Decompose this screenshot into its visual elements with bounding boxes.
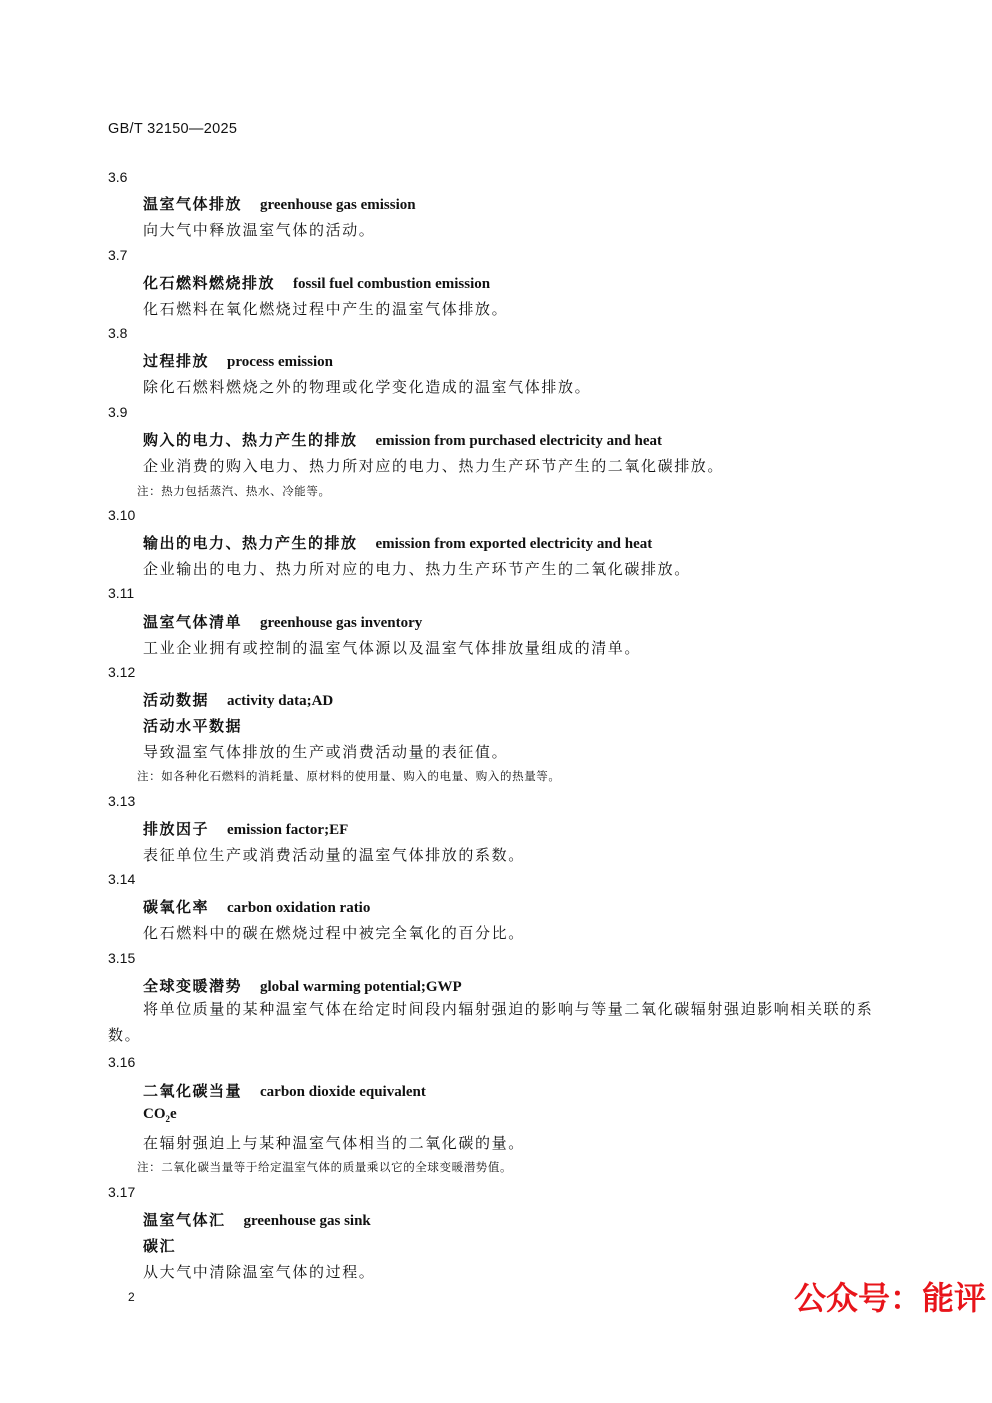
term-admitted: 碳汇 <box>143 1237 177 1255</box>
term-zh: 碳氧化率 <box>143 898 210 916</box>
term-en: carbon oxidation ratio <box>227 900 371 916</box>
term-title <box>143 1209 371 1230</box>
symbol-subscript: 2 <box>165 1114 170 1124</box>
term-title <box>143 193 416 214</box>
term-symbol <box>143 1106 177 1124</box>
term-definition: 表征单位生产或消费活动量的温室气体排放的系数。 <box>143 846 525 864</box>
term-definition: 从大气中清除温室气体的过程。 <box>143 1263 376 1281</box>
term-definition: 向大气中释放温室气体的活动。 <box>143 221 376 239</box>
term-en: emission from exported electricity and heat <box>375 536 653 552</box>
term-title <box>143 611 422 632</box>
term-zh: 活动数据 <box>143 691 210 709</box>
term-en: emission from purchased electricity and heat <box>375 433 663 449</box>
term-definition: 除化石燃料燃烧之外的物理或化学变化造成的温室气体排放。 <box>143 378 592 396</box>
term-en: greenhouse gas inventory <box>260 615 423 631</box>
page-number: 2 <box>128 1290 135 1304</box>
term-number: 3.7 <box>108 247 128 263</box>
term-title <box>143 1080 426 1101</box>
term-number: 3.11 <box>108 585 135 601</box>
term-en: greenhouse gas emission <box>260 197 416 213</box>
term-definition: 导致温室气体排放的生产或消费活动量的表征值。 <box>143 743 509 761</box>
term-definition: 企业消费的购入电力、热力所对应的电力、热力生产环节产生的二氧化碳排放。 <box>143 457 725 475</box>
term-title <box>143 272 490 293</box>
term-zh: 温室气体排放 <box>143 195 243 213</box>
term-zh: 输出的电力、热力产生的排放 <box>143 534 358 552</box>
term-number: 3.15 <box>108 950 136 966</box>
symbol-prefix: CO <box>143 1106 166 1122</box>
term-title <box>143 975 462 996</box>
term-number: 3.6 <box>108 169 128 185</box>
term-zh: 温室气体汇 <box>143 1211 226 1229</box>
term-zh: 全球变暖潜势 <box>143 977 243 995</box>
term-en: process emission <box>227 354 333 370</box>
term-note: 注：二氧化碳当量等于给定温室气体的质量乘以它的全球变暖潜势值。 <box>137 1160 513 1174</box>
term-admitted: 活动水平数据 <box>143 717 243 735</box>
term-zh: 温室气体清单 <box>143 613 243 631</box>
term-title <box>143 818 348 839</box>
term-zh: 化石燃料燃烧排放 <box>143 274 276 292</box>
term-number: 3.8 <box>108 325 128 341</box>
term-note: 注：热力包括蒸汽、热水、冷能等。 <box>137 484 331 498</box>
term-definition: 工业企业拥有或控制的温室气体源以及温室气体排放量组成的清单。 <box>143 639 642 657</box>
term-number: 3.16 <box>108 1054 136 1070</box>
term-zh: 过程排放 <box>143 352 210 370</box>
term-definition: 在辐射强迫上与某种温室气体相当的二氧化碳的量。 <box>143 1134 525 1152</box>
symbol-suffix: e <box>170 1106 177 1122</box>
term-number: 3.9 <box>108 404 128 420</box>
term-definition: 化石燃料在氧化燃烧过程中产生的温室气体排放。 <box>143 300 509 318</box>
term-title <box>143 532 652 553</box>
term-definition: 将单位质量的某种温室气体在给定时间段内辐射强迫的影响与等量二氧化碳辐射强迫影响相关联的系数。 <box>108 1000 874 1044</box>
term-zh: 排放因子 <box>143 820 210 838</box>
term-en: activity data;AD <box>227 693 334 709</box>
term-title <box>143 896 370 917</box>
term-title <box>143 689 333 710</box>
term-zh: 二氧化碳当量 <box>143 1082 243 1100</box>
term-definition: 化石燃料中的碳在燃烧过程中被完全氧化的百分比。 <box>143 924 525 942</box>
watermark: 公众号：能评 <box>794 1279 987 1317</box>
term-number: 3.10 <box>108 507 136 523</box>
term-number: 3.14 <box>108 871 136 887</box>
standard-id: GB/T 32150—2025 <box>108 121 238 137</box>
term-en: emission factor;EF <box>227 822 349 838</box>
term-en: global warming potential;GWP <box>260 979 462 995</box>
term-definition: 企业输出的电力、热力所对应的电力、热力生产环节产生的二氧化碳排放。 <box>143 560 691 578</box>
term-zh: 购入的电力、热力产生的排放 <box>143 431 358 449</box>
term-number: 3.13 <box>108 793 136 809</box>
term-number: 3.12 <box>108 664 136 680</box>
term-en: carbon dioxide equivalent <box>260 1084 426 1100</box>
term-number: 3.17 <box>108 1184 136 1200</box>
term-en: fossil fuel combustion emission <box>293 276 491 292</box>
term-title <box>143 429 662 450</box>
term-note: 注：如各种化石燃料的消耗量、原材料的使用量、购入的电量、购入的热量等。 <box>137 769 561 783</box>
term-en: greenhouse gas sink <box>243 1213 371 1229</box>
term-title <box>143 350 333 371</box>
